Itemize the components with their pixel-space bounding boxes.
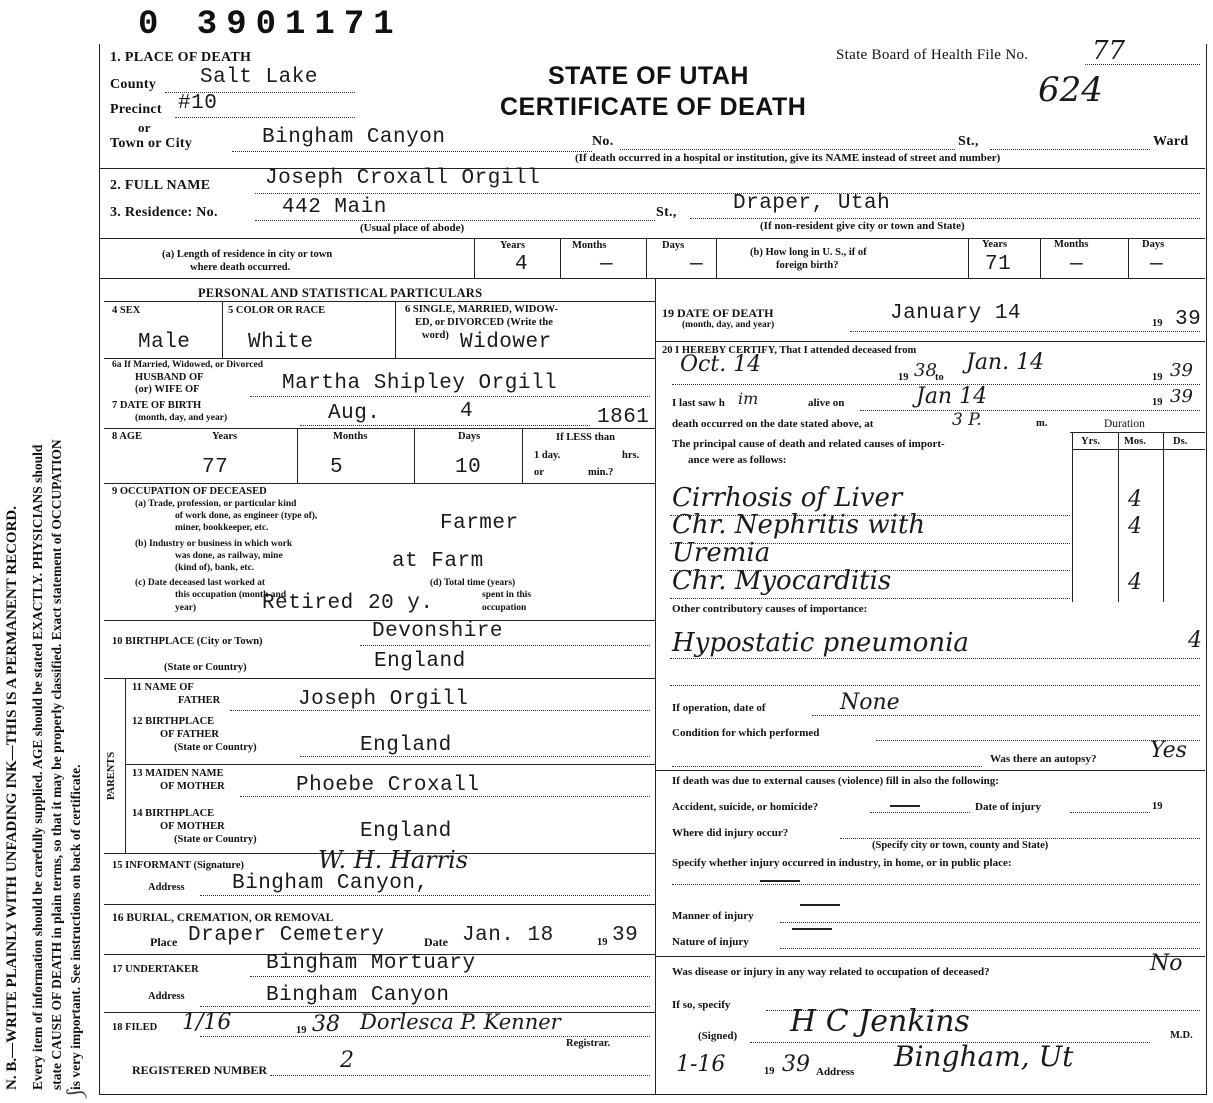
autopsy-value: Yes	[1150, 738, 1187, 763]
cause-intro-a: The principal cause of death and related causes of import-	[672, 438, 945, 450]
md-label: M.D.	[1170, 1030, 1193, 1041]
age-months-value: 5	[330, 456, 344, 479]
side-note-ink: N. B.—WRITE PLAINLY WITH UNFADING INK—THIS IS A PERMANENT RECORD.	[4, 506, 20, 1090]
occ-b3: (kind of), bank, etc.	[175, 563, 255, 573]
dur-ds-label: Ds.	[1173, 436, 1188, 447]
board-file-label: State Board of Health File No.	[836, 47, 1029, 63]
signed-year-prefix: 19	[764, 1066, 775, 1077]
if-so-label: If so, specify	[672, 999, 731, 1011]
registrar-signature: Dorlesca P. Kenner	[360, 1010, 561, 1034]
side-note-line4: is very important. See instructions on back of certificate.	[68, 764, 83, 1090]
occurred-label: death occurred on the date stated above, at	[672, 418, 874, 430]
certificate-title: CERTIFICATE OF DEATH	[500, 93, 807, 121]
to-label: to	[935, 372, 944, 383]
occ-a2: of work done, as engineer (type of),	[175, 511, 318, 521]
us-length-label-a: (b) How long in U. S., if of	[750, 247, 867, 258]
res-length-label-b: where death occurred.	[190, 262, 291, 273]
occ-a3: miner, bookkeeper, etc.	[175, 523, 269, 533]
occurred-time: 3 P.	[952, 410, 982, 430]
contrib-cause: Hypostatic pneumonia	[672, 628, 969, 658]
filed-year-prefix: 19	[296, 1025, 307, 1036]
registrar-label: Registrar.	[566, 1038, 611, 1049]
less-label-c: hrs.	[622, 450, 640, 461]
full-name-label: 2. FULL NAME	[110, 178, 211, 193]
burial-date: Jan. 18	[462, 924, 554, 947]
death-year-prefix: 19	[1152, 318, 1163, 329]
dur-yrs-label: Yrs.	[1081, 436, 1100, 447]
dob-month: Aug.	[328, 402, 381, 425]
death-date-label-a: 19 DATE OF DEATH	[662, 306, 774, 320]
ward-label: Ward	[1153, 134, 1189, 149]
res-years-value: 4	[515, 253, 529, 276]
occ-a1: (a) Trade, profession, or particular kind	[135, 499, 297, 509]
precinct-label: Precinct	[110, 102, 162, 117]
undertaker-name: Bingham Mortuary	[266, 952, 476, 975]
father-value: Joseph Orgill	[298, 688, 469, 711]
us-length-label-b: foreign birth?	[776, 260, 839, 271]
undertaker-address-label: Address	[148, 991, 185, 1002]
father-label-b: FATHER	[178, 695, 221, 706]
cause-duration-months: 4	[1128, 514, 1142, 539]
reg-number-label: REGISTERED NUMBER	[132, 1063, 268, 1077]
mother-value: Phoebe Croxall	[296, 774, 480, 797]
file-number-handwritten: 624	[1038, 70, 1103, 110]
injury-date-label: Date of injury	[975, 801, 1041, 813]
cause-of-death: Chr. Nephritis with	[672, 510, 926, 540]
filed-label: 18 FILED	[112, 1022, 158, 1033]
mbirth-label-b: OF MOTHER	[160, 821, 225, 832]
industry-value: at Farm	[392, 550, 484, 573]
cause-duration-months: 4	[1128, 487, 1142, 512]
or-label: or	[138, 120, 151, 135]
filed-year: 38	[312, 1012, 340, 1037]
mother-birthplace: England	[360, 820, 452, 843]
occupation-label: 9 OCCUPATION OF DECEASED	[112, 486, 267, 497]
nature-label: Nature of injury	[672, 936, 749, 948]
dob-year: 1861	[597, 406, 650, 429]
dob-day: 4	[460, 400, 474, 423]
age-years-label: Years	[212, 431, 238, 442]
full-name-value: Joseph Croxall Orgill	[265, 167, 541, 190]
us-years-label: Years	[982, 239, 1008, 250]
us-months-value: —	[1070, 253, 1084, 276]
death-year: 39	[1175, 308, 1202, 331]
sex-value: Male	[138, 331, 191, 354]
father-label-a: 11 NAME OF	[132, 682, 194, 693]
physician-address-label: Address	[816, 1066, 855, 1078]
attended-from: Oct. 14	[680, 352, 762, 377]
operation-label: If operation, date of	[672, 702, 766, 714]
burial-place: Draper Cemetery	[188, 924, 385, 947]
cause-of-death: Cirrhosis of Liver	[672, 483, 903, 513]
mbirth-label-c: (State or Country)	[174, 834, 257, 845]
occupation-value: Farmer	[440, 512, 519, 535]
residence-street: 442 Main	[282, 196, 387, 219]
board-file-value: 77	[1092, 36, 1126, 66]
street-no-label: No.	[592, 134, 614, 149]
cause-duration-months: 4	[1128, 570, 1142, 595]
nonres-note: (If non-resident give city or town and State)	[760, 220, 965, 232]
res-months-value: —	[600, 253, 614, 276]
side-note-line3: state CAUSE OF DEATH in plain terms, so that it may be properly classified. Exact statement of OCCUPATION	[49, 439, 64, 1090]
last-saw-date: Jan 14	[916, 384, 988, 409]
informant-signature: W. H. Harris	[318, 846, 469, 874]
residence-city: Draper, Utah	[733, 192, 891, 215]
fbirth-label-b: OF FATHER	[160, 729, 220, 740]
age-days-value: 10	[455, 456, 482, 479]
duration-label: Duration	[1104, 418, 1145, 430]
burial-place-label: Place	[150, 935, 178, 949]
occ-d1: (d) Total time (years)	[430, 578, 516, 588]
res-length-label-a: (a) Length of residence in city or town	[162, 249, 333, 260]
res-years-label: Years	[500, 240, 526, 251]
spouse-label-b: HUSBAND OF	[135, 372, 204, 383]
mother-label-a: 13 MAIDEN NAME	[132, 768, 224, 779]
informant-address: Bingham Canyon,	[232, 872, 429, 895]
abode-note: (Usual place of abode)	[360, 222, 465, 234]
marital-label-c: word)	[422, 330, 449, 341]
town-label: Town or City	[110, 136, 193, 151]
hospital-note: (If death occurred in a hospital or institution, give its NAME instead of street and number)	[575, 152, 1001, 164]
burial-year-prefix: 19	[597, 937, 608, 948]
related-label: Was disease or injury in any way related to occupation of deceased?	[672, 966, 990, 978]
signed-date: 1-16	[676, 1052, 726, 1077]
mbirth-label-a: 14 BIRTHPLACE	[132, 808, 215, 819]
less-label-d: or	[534, 467, 544, 478]
signed-year: 39	[782, 1052, 810, 1077]
less-label-a: If LESS than	[556, 432, 615, 443]
occ-c3: year)	[175, 603, 197, 613]
father-birthplace: England	[360, 734, 452, 757]
m-label: m.	[1036, 418, 1048, 429]
death-date-value: January 14	[890, 302, 1022, 325]
parents-side-label: PARENTS	[106, 751, 117, 800]
physician-signature: H C Jenkins	[790, 1004, 970, 1039]
last-saw-him: im	[738, 389, 759, 408]
marital-value: Widower	[460, 331, 552, 354]
age-years-value: 77	[202, 456, 229, 479]
residence-label: 3. Residence: No.	[110, 205, 218, 220]
accident-label: Accident, suicide, or homicide?	[672, 801, 819, 813]
autopsy-label: Was there an autopsy?	[990, 753, 1097, 765]
last-saw-label: I last saw h	[672, 397, 725, 409]
street-st-label: St.,	[958, 134, 979, 149]
mother-label-b: OF MOTHER	[160, 781, 225, 792]
side-note-line2: Every item of information should be carefully supplied. AGE should be stated EXACTLY. PHYSICIANS should	[30, 444, 45, 1090]
alive-on-label: alive on	[808, 397, 845, 409]
occ-b1: (b) Industry or business in which work	[135, 539, 293, 549]
external-label: If death was due to external causes (violence) fill in also the following:	[672, 775, 999, 787]
res-days-value: —	[690, 253, 704, 276]
spouse-label-c: (or) WIFE OF	[135, 384, 200, 395]
age-label: 8 AGE	[112, 431, 143, 442]
attended-from-prefix: 19	[898, 372, 909, 383]
cause-of-death: Chr. Myocarditis	[672, 566, 892, 596]
spouse-label-a: 6a If Married, Widowed, or Divorced	[112, 360, 264, 370]
occ-d3: occupation	[482, 603, 527, 613]
personal-header: PERSONAL AND STATISTICAL PARTICULARS	[198, 286, 483, 300]
occ-b2: was done, as railway, mine	[175, 551, 283, 561]
filed-date: 1/16	[182, 1010, 232, 1035]
town-value: Bingham Canyon	[262, 126, 446, 149]
informant-address-label: Address	[148, 882, 185, 893]
burial-label: 16 BURIAL, CREMATION, OR REMOVAL	[112, 912, 334, 924]
occ-d2: spent in this	[482, 590, 532, 600]
undertaker-label: 17 UNDERTAKER	[112, 964, 199, 975]
injury-year: 19	[1152, 801, 1163, 812]
birthplace-country: England	[374, 650, 466, 673]
condition-label: Condition for which performed	[672, 727, 820, 739]
cause-intro-b: ance were as follows:	[688, 454, 787, 466]
us-months-label: Months	[1054, 239, 1089, 250]
certify-label: 20 I HEREBY CERTIFY, That I attended deceased from	[662, 345, 917, 356]
us-days-value: —	[1150, 253, 1164, 276]
attended-to: Jan. 14	[966, 350, 1045, 375]
where-note: (Specify city or town, county and State)	[872, 840, 1049, 851]
informant-label: 15 INFORMANT (Signature)	[112, 860, 245, 871]
county-label: County	[110, 77, 157, 92]
sex-label: 4 SEX	[112, 305, 141, 316]
serial-number: 0 3901171	[138, 6, 403, 44]
death-date-label-b: (month, day, and year)	[682, 320, 775, 330]
contrib-days: 4	[1188, 628, 1202, 653]
occ-c2: this occupation (month and	[175, 590, 287, 600]
residence-st-label: St.,	[656, 205, 677, 220]
age-months-label: Months	[333, 431, 368, 442]
manner-label: Manner of injury	[672, 910, 754, 922]
burial-year: 39	[612, 924, 639, 947]
reg-number: 2	[340, 1048, 354, 1073]
res-months-label: Months	[572, 240, 607, 251]
birthplace-label: 10 BIRTHPLACE (City or Town)	[112, 636, 263, 647]
specify-label: Specify whether injury occurred in industry, in home, or in public place:	[672, 857, 1012, 869]
less-label-e: min.?	[588, 467, 614, 478]
county-value: Salt Lake	[200, 66, 318, 89]
related-value: No	[1150, 951, 1183, 976]
margin-signature: ⟆	[64, 1089, 89, 1098]
undertaker-address: Bingham Canyon	[266, 984, 450, 1007]
precinct-value: #10	[178, 92, 218, 115]
dur-mos-label: Mos.	[1124, 436, 1146, 447]
dob-label-a: 7 DATE OF BIRTH	[112, 400, 202, 411]
physician-address: Bingham, Ut	[894, 1040, 1074, 1073]
race-label: 5 COLOR OR RACE	[228, 305, 326, 316]
last-saw-prefix: 19	[1152, 397, 1163, 408]
fbirth-label-a: 12 BIRTHPLACE	[132, 716, 215, 727]
fbirth-label-c: (State or Country)	[174, 742, 257, 753]
marital-label-a: 6 SINGLE, MARRIED, WIDOW-	[405, 304, 559, 315]
attended-to-year: 39	[1170, 360, 1193, 381]
less-label-b: 1 day.	[534, 450, 561, 461]
birthplace-city: Devonshire	[372, 620, 504, 643]
marital-label-b: ED, or DIVORCED (Write the	[415, 317, 553, 328]
signed-label: (Signed)	[698, 1030, 738, 1042]
last-saw-year: 39	[1170, 386, 1193, 407]
res-days-label: Days	[662, 240, 685, 251]
place-of-death-label: 1. PLACE OF DEATH	[110, 50, 252, 65]
cause-of-death: Uremia	[672, 538, 771, 568]
attended-to-prefix: 19	[1152, 372, 1163, 383]
occ-c1: (c) Date deceased last worked at	[135, 578, 266, 588]
us-days-label: Days	[1142, 239, 1165, 250]
dob-label-b: (month, day, and year)	[135, 413, 228, 423]
spouse-value: Martha Shipley Orgill	[282, 372, 558, 395]
last-worked-value: Retired	[262, 592, 354, 615]
state-title: STATE OF UTAH	[548, 62, 749, 90]
where-label: Where did injury occur?	[672, 827, 789, 839]
operation-value: None	[840, 690, 900, 715]
us-years-value: 71	[985, 253, 1012, 276]
burial-date-label: Date	[424, 935, 448, 949]
total-time-value: 20 y.	[368, 592, 434, 615]
birthplace-state-label: (State or Country)	[164, 662, 247, 673]
attended-from-year: 38	[914, 360, 937, 381]
contrib-label: Other contributory causes of importance:	[672, 603, 868, 615]
race-value: White	[248, 331, 314, 354]
age-days-label: Days	[458, 431, 481, 442]
